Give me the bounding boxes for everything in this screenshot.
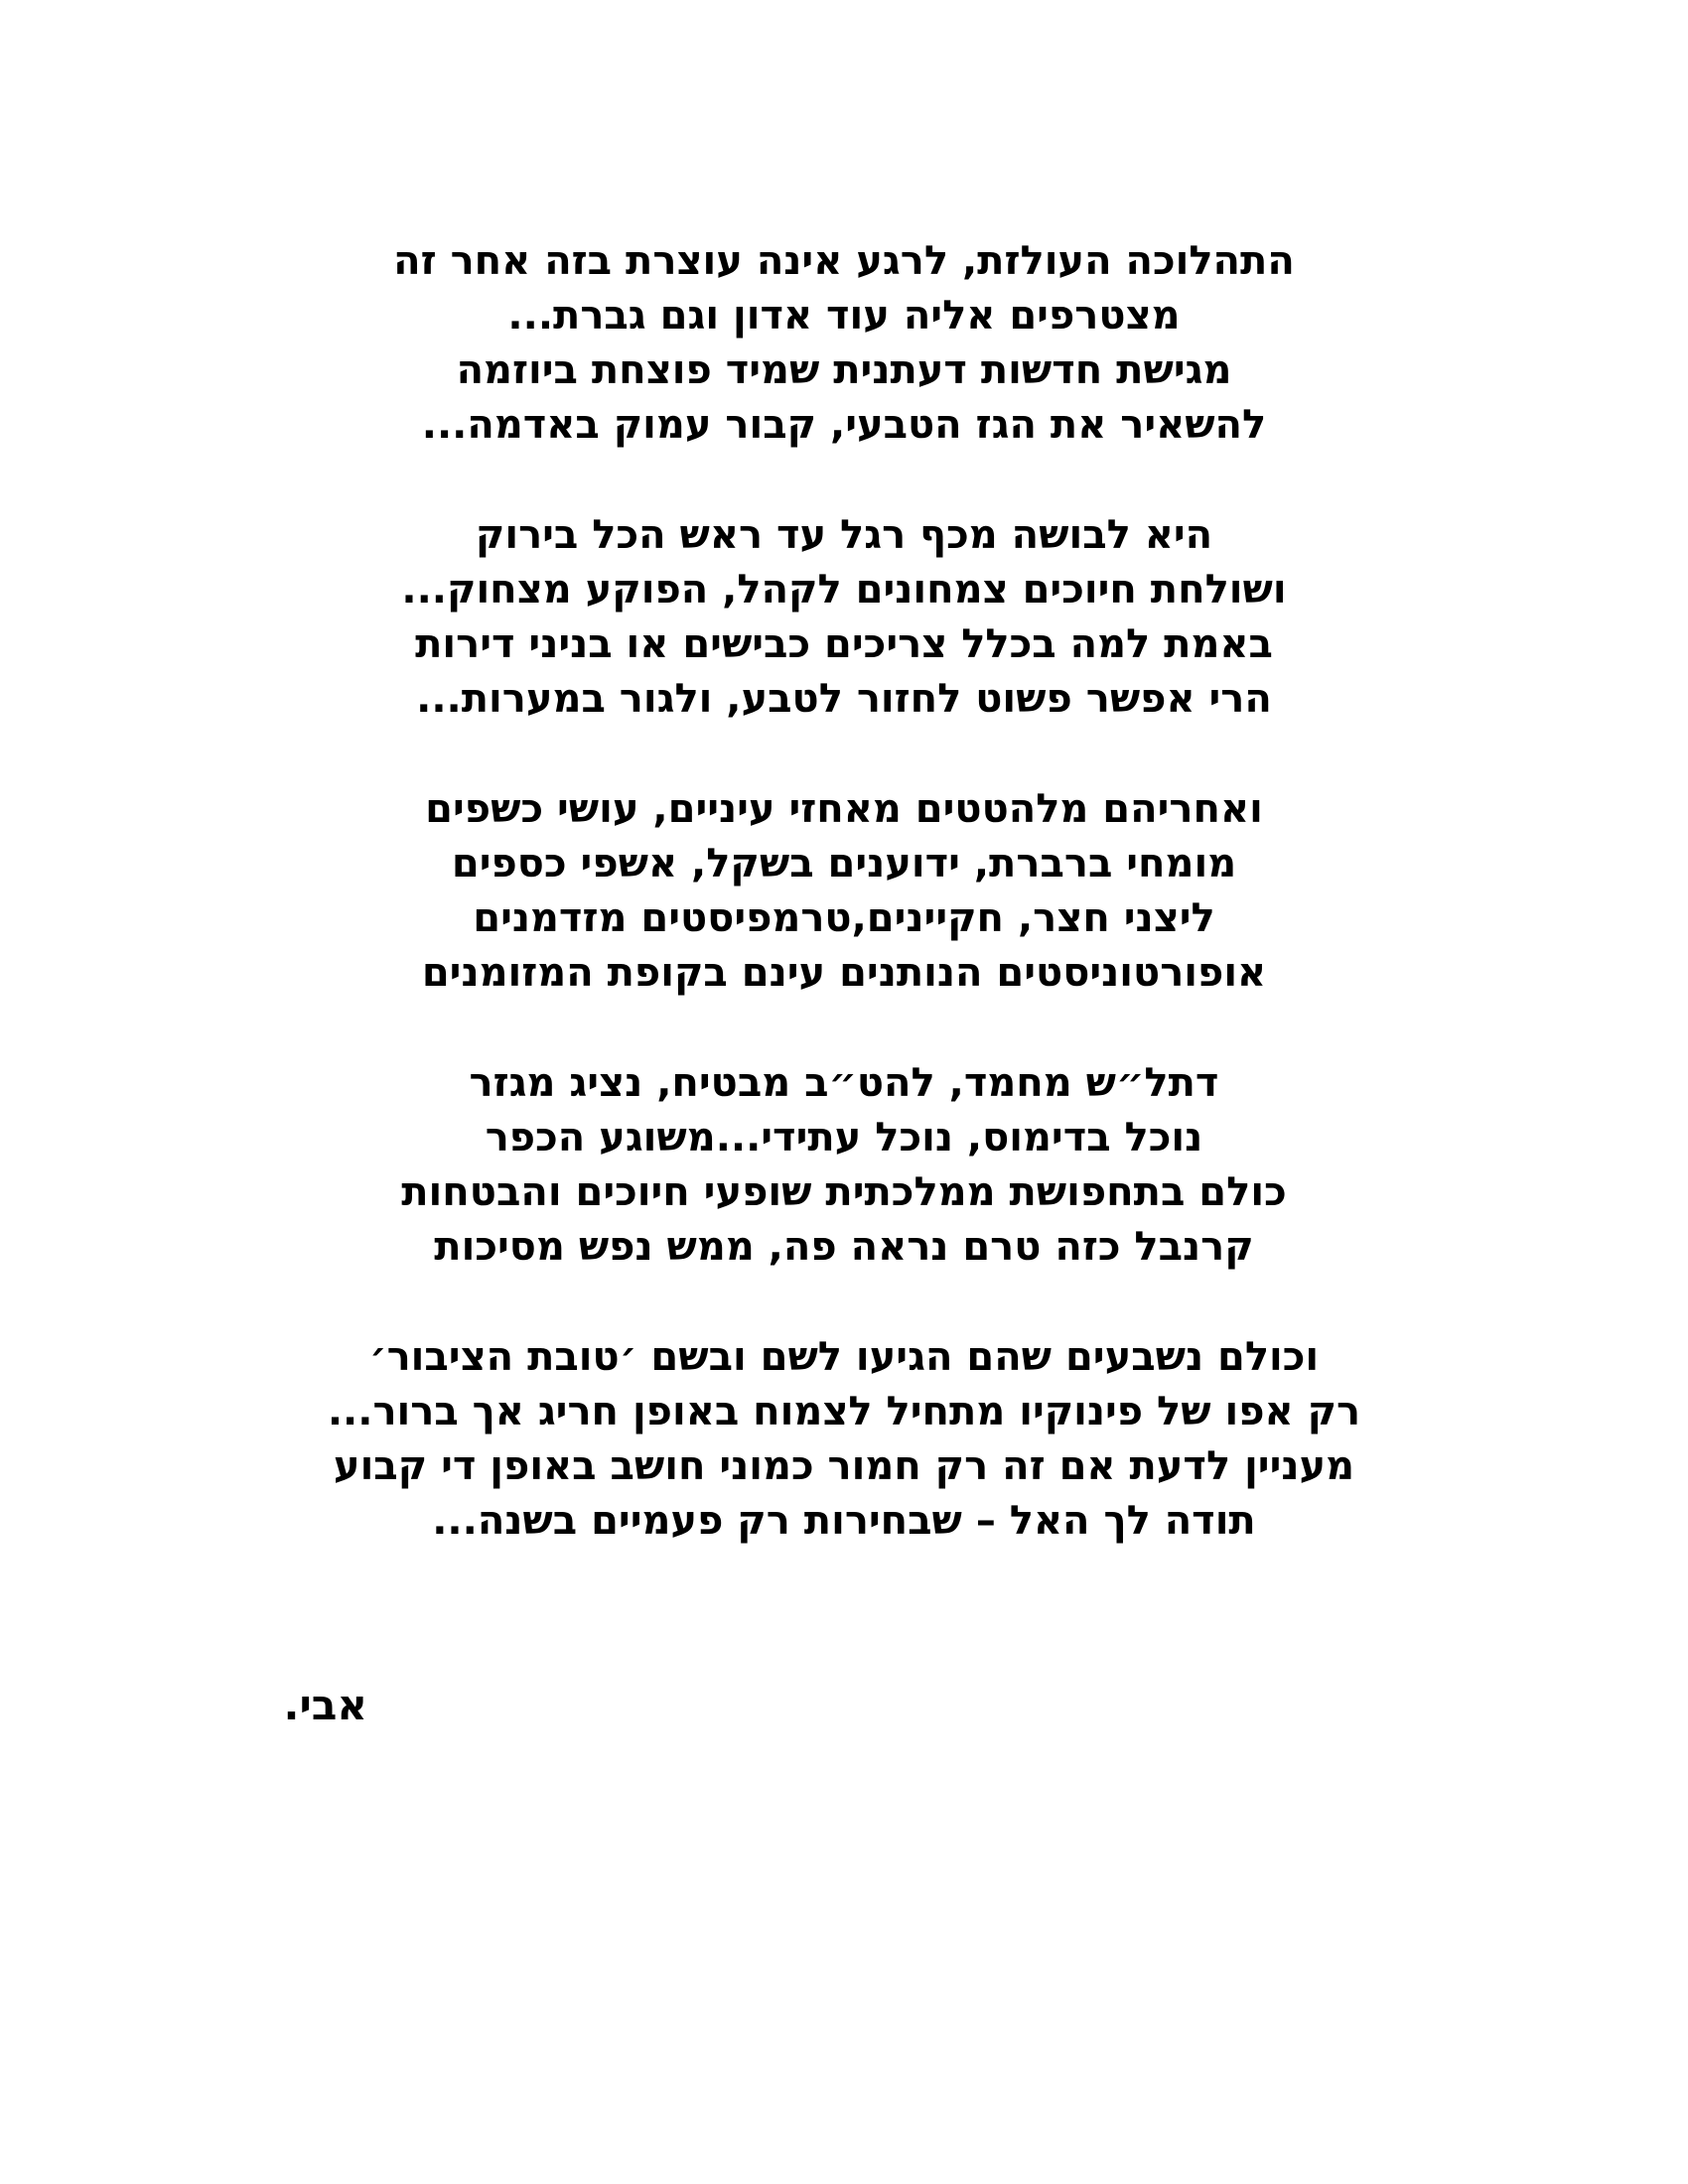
poem-line: כולם בתחפושת ממלכתית שופעי חיוכים והבטחות	[401, 1169, 1287, 1215]
poem-line: מצטרפים אליה עוד אדון וגם גברת...	[507, 293, 1181, 339]
poem-line: ושולחת חיוכים צמחונים לקהל, הפוקע מצחוק...	[401, 567, 1287, 613]
stanza-2	[199, 508, 1489, 727]
poem-line: היא לבושה מכף רגל עד ראש הכל בירוק	[475, 512, 1213, 558]
poem-line: דתל״ש מחמד, להט״ב מבטיח, נציג מגזר	[469, 1060, 1219, 1106]
poem-line: ואחריהם מלהטטים מאחזי עיניים, עושי כשפים	[425, 786, 1263, 832]
poem-line: וכולם נשבעים שהם הגיעו לשם ובשם ׳טובת הציבור׳	[368, 1334, 1320, 1380]
signature: אבי.	[283, 1681, 367, 1729]
poem-line: אופורטוניסטים הנותנים עינם בקופת המזומנים	[421, 950, 1267, 996]
poem-line: תודה לך האל – שבחירות רק פעמיים בשנה...	[432, 1498, 1256, 1544]
stanza-5	[199, 1330, 1489, 1549]
poem-line: ליצני חצר, חקיינים,טרמפיסטים מזדמנים	[473, 895, 1215, 941]
poem-body	[199, 234, 1489, 1604]
stanza-4	[199, 1056, 1489, 1275]
poem-line: להשאיר את הגז הטבעי, קבור עמוק באדמה...	[421, 402, 1267, 448]
poem-line: קרנבל כזה טרם נראה פה, ממש נפש מסיכות	[434, 1224, 1254, 1270]
stanza-3	[199, 782, 1489, 1001]
poem-line: מגישת חדשות דעתנית שמיד פוצחת ביוזמה	[456, 347, 1232, 393]
poem-line: מומחי ברברת, ידוענים בשקל, אשפי כספים	[451, 841, 1237, 887]
stanza-1	[199, 234, 1489, 453]
poem-line: נוכל בדימוס, נוכל עתידי...משוגע הכפר	[485, 1115, 1203, 1160]
poem-line: התהלוכה העולזת, לרגע אינה עוצרת בזה אחר זה	[393, 238, 1295, 284]
poem-line: רק אפו של פינוקיו מתחיל לצמוח באופן חריג אך ברור...	[327, 1389, 1361, 1434]
poem-line: מעניין לדעת אם זה רק חמור כמוני חושב באופן די קבוע	[333, 1443, 1355, 1489]
poem-line: הרי אפשר פשוט לחזור לטבע, ולגור במערות...	[416, 676, 1272, 722]
poem-line: באמת למה בכלל צריכים כבישים או בניני דירות	[415, 621, 1273, 667]
